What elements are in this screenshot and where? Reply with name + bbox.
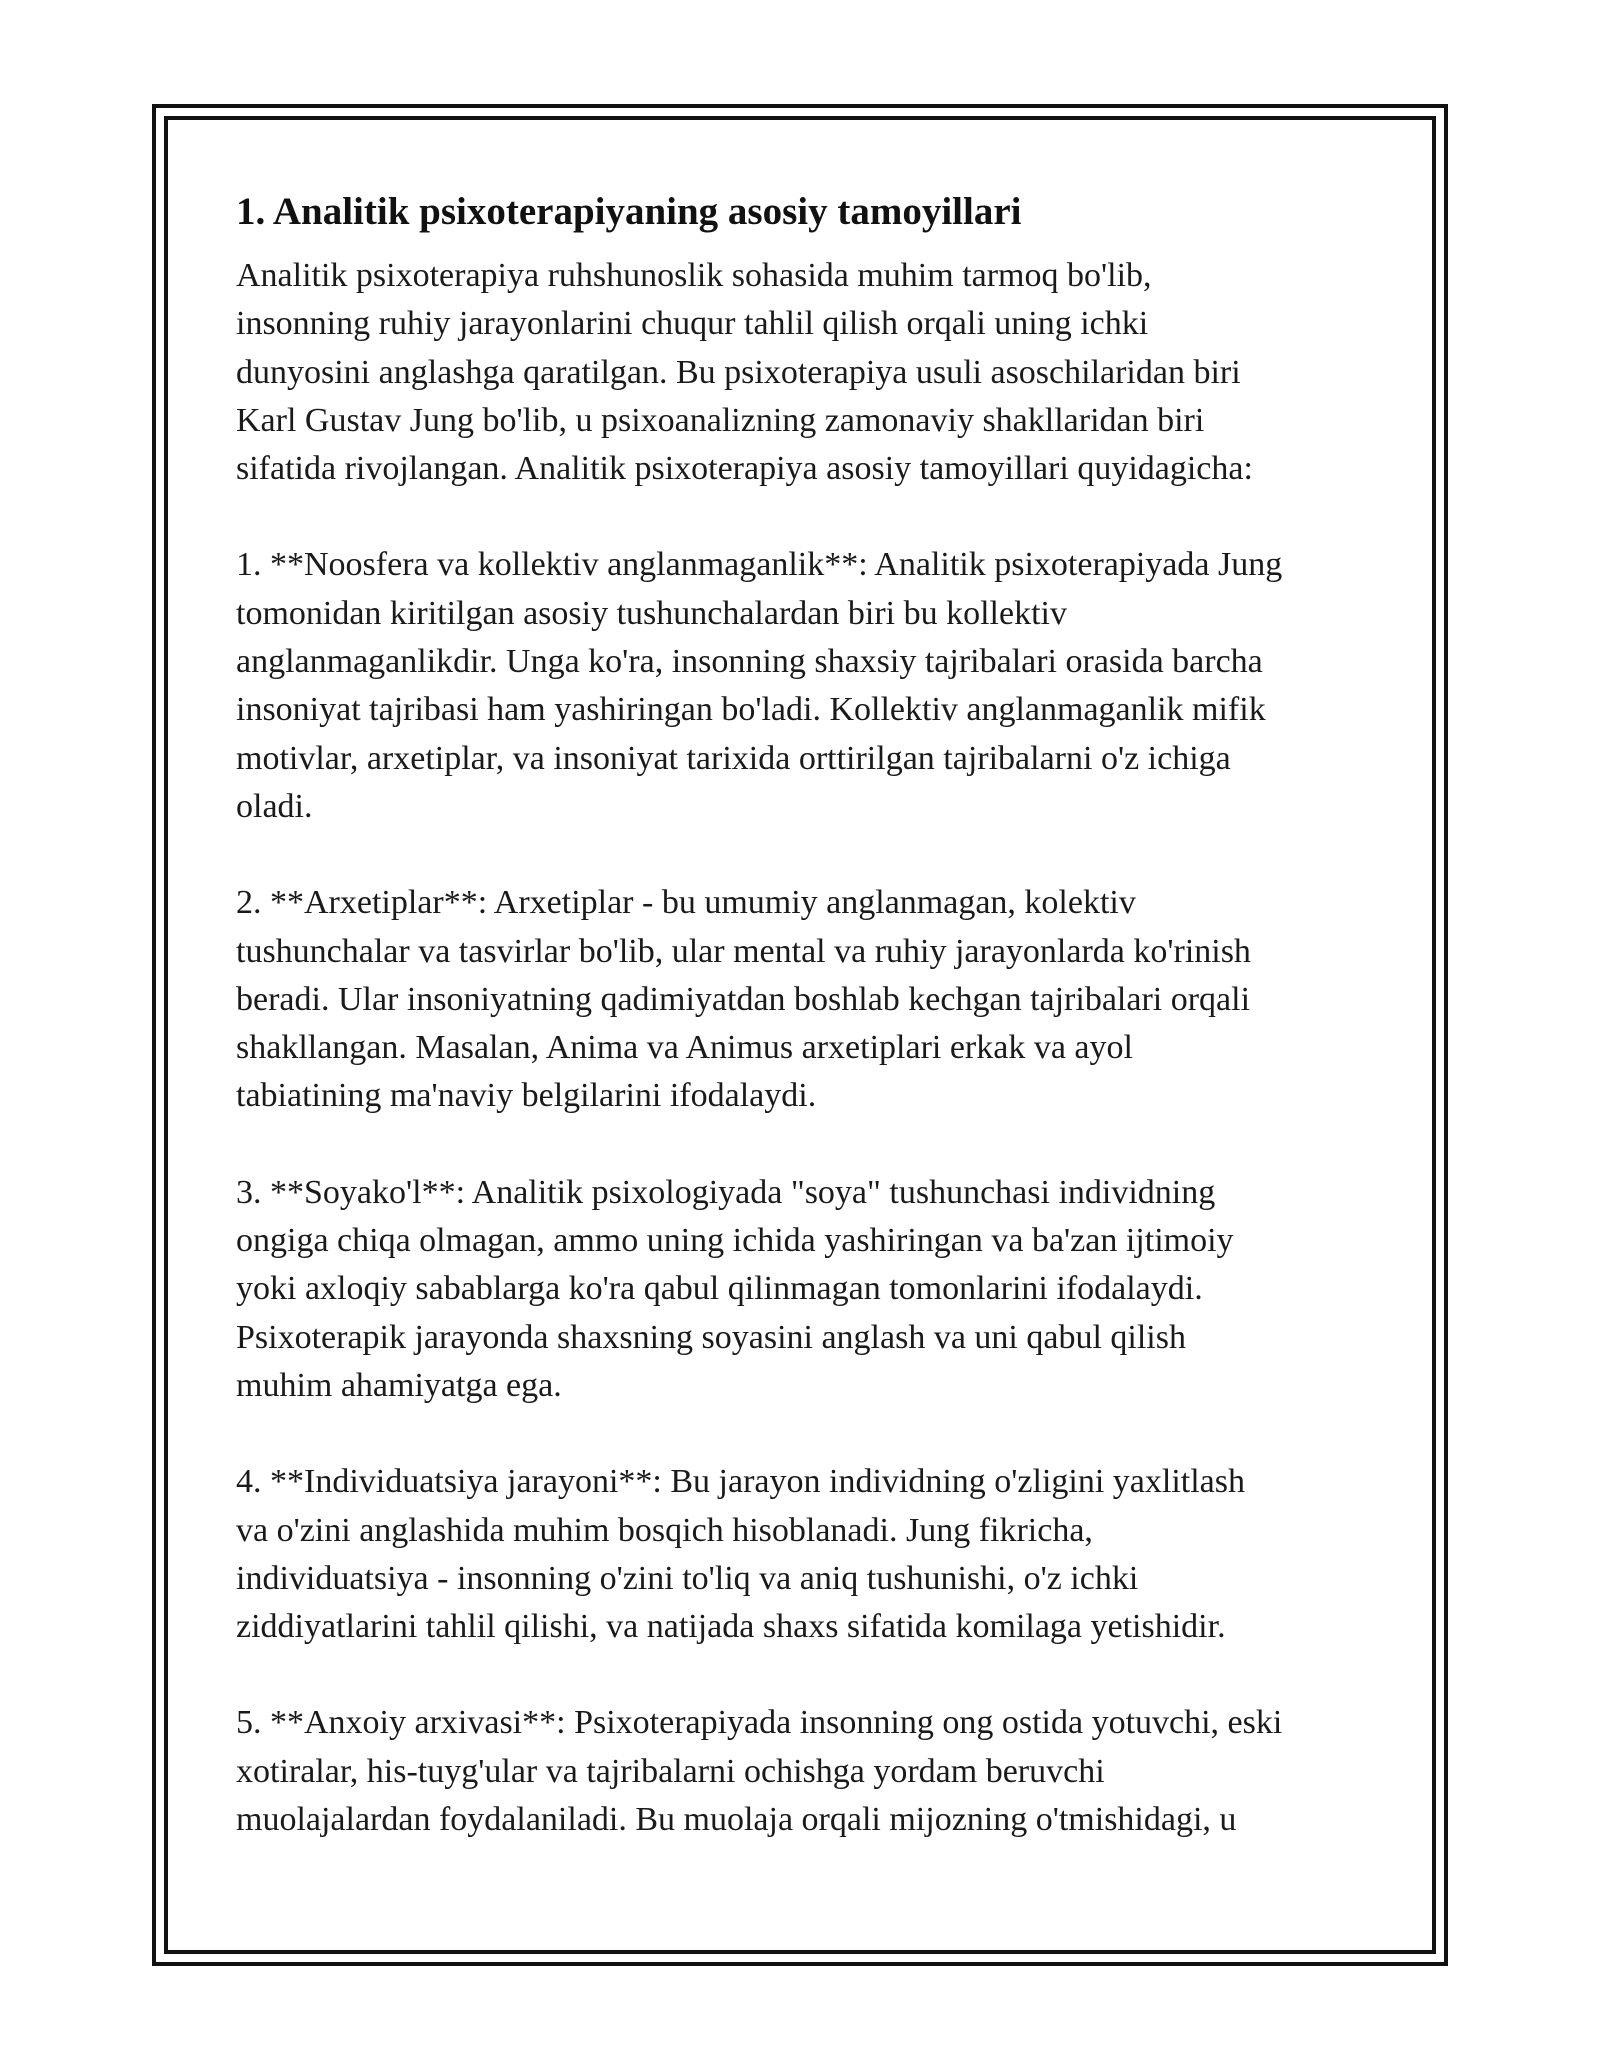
text-line: Analitik psixoterapiya ruhshunoslik sohasida muhim tarmoq bo'lib, [236, 257, 1152, 294]
text-line: motivlar, arxetiplar, va insoniyat tarixida orttirilgan tajribalarni o'z ichiga [236, 739, 1231, 777]
text-line: anglanmaganlikdir. Unga ko'ra, insonning shaxsiy tajribalari orasida barcha [236, 643, 1263, 681]
text-line: insonning ruhiy jarayonlarini chuqur tahlil qilish orqali uning ichki [236, 305, 1149, 343]
text-line: sifatida rivojlangan. Analitik psixoterapiya asosiy tamoyillari quyidagicha: [236, 450, 1253, 488]
text-line: yoki axloqiy sabablarga ko'ra qabul qilinmagan tomonlarini ifodalaydi. [236, 1270, 1203, 1308]
text-line: shakllangan. Masalan, Anima va Animus arxetiplari erkak va ayol [236, 1029, 1133, 1067]
text-line: tushunchalar va tasvirlar bo'lib, ular mental va ruhiy jarayonlarda ko'rinish [236, 932, 1251, 970]
text-line: 2. **Arxetiplar**: Arxetiplar - bu umumiy anglanmagan, kolektiv [236, 884, 1136, 922]
text-line: 3. **Soyako'l**: Analitik psixologiyada "soya" tushunchasi individning [236, 1173, 1216, 1211]
text-line: Karl Gustav Jung bo'lib, u psixoanalizning zamonaviy shakllaridan biri [236, 401, 1205, 439]
text-line: 4. **Individuatsiya jarayoni**: Bu jarayon individning o'zligini yaxlitlash [236, 1463, 1245, 1501]
text-line: individuatsiya - insonning o'zini to'liq va aniq tushunishi, o'z ichki [236, 1559, 1139, 1597]
paragraph-item-1 [236, 541, 1386, 831]
text-line: beradi. Ular insoniyatning qadimiyatdan boshlab kechgan tajribalari orqali [236, 980, 1251, 1018]
paragraph-intro [236, 252, 1386, 493]
text-line: ziddiyatlarini tahlil qilishi, va natijada shaxs sifatida komilaga yetishidir. [236, 1608, 1226, 1646]
text-line: tomonidan kiritilgan asosiy tushunchalardan biri bu kollektiv [236, 594, 1067, 632]
text-line: tabiatining ma'naviy belgilarini ifodalaydi. [236, 1077, 817, 1115]
text-line: muhim ahamiyatga ega. [236, 1366, 562, 1404]
section-heading: 1. Analitik psixoterapiyaning asosiy tamoyillari [236, 190, 1022, 233]
text-line: 1. **Noosfera va kollektiv anglanmaganlik**: Analitik psixoterapiyada Jung [236, 546, 1283, 584]
text-line: va o'zini anglashida muhim bosqich hisoblanadi. Jung fikricha, [236, 1511, 1093, 1549]
text-line: ongiga chiqa olmagan, ammo uning ichida yashiringan va ba'zan ijtimoiy [236, 1222, 1234, 1260]
paragraph-item-4 [236, 1458, 1386, 1651]
text-line: dunyosini anglashga qaratilgan. Bu psixoterapiya usuli asoschilaridan biri [236, 353, 1241, 391]
document-body [236, 186, 1386, 1892]
text-line: xotiralar, his-tuyg'ular va tajribalarni ochishga yordam beruvchi [236, 1752, 1105, 1790]
paragraph-item-3 [236, 1169, 1386, 1410]
text-line: muolajalardan foydalaniladi. Bu muolaja orqali mijozning o'tmishidagi, u [236, 1801, 1237, 1839]
paragraph-item-5 [236, 1699, 1386, 1844]
text-line: insoniyat tajribasi ham yashiringan bo'ladi. Kollektiv anglanmaganlik mifik [236, 691, 1266, 729]
text-line: oladi. [236, 787, 313, 825]
text-line: Psixoterapik jarayonda shaxsning soyasini anglash va uni qabul qilish [236, 1318, 1186, 1356]
text-line: 5. **Anxoiy arxivasi**: Psixoterapiyada insonning ong ostida yotuvchi, eski [236, 1704, 1283, 1742]
paragraph-item-2 [236, 879, 1386, 1120]
